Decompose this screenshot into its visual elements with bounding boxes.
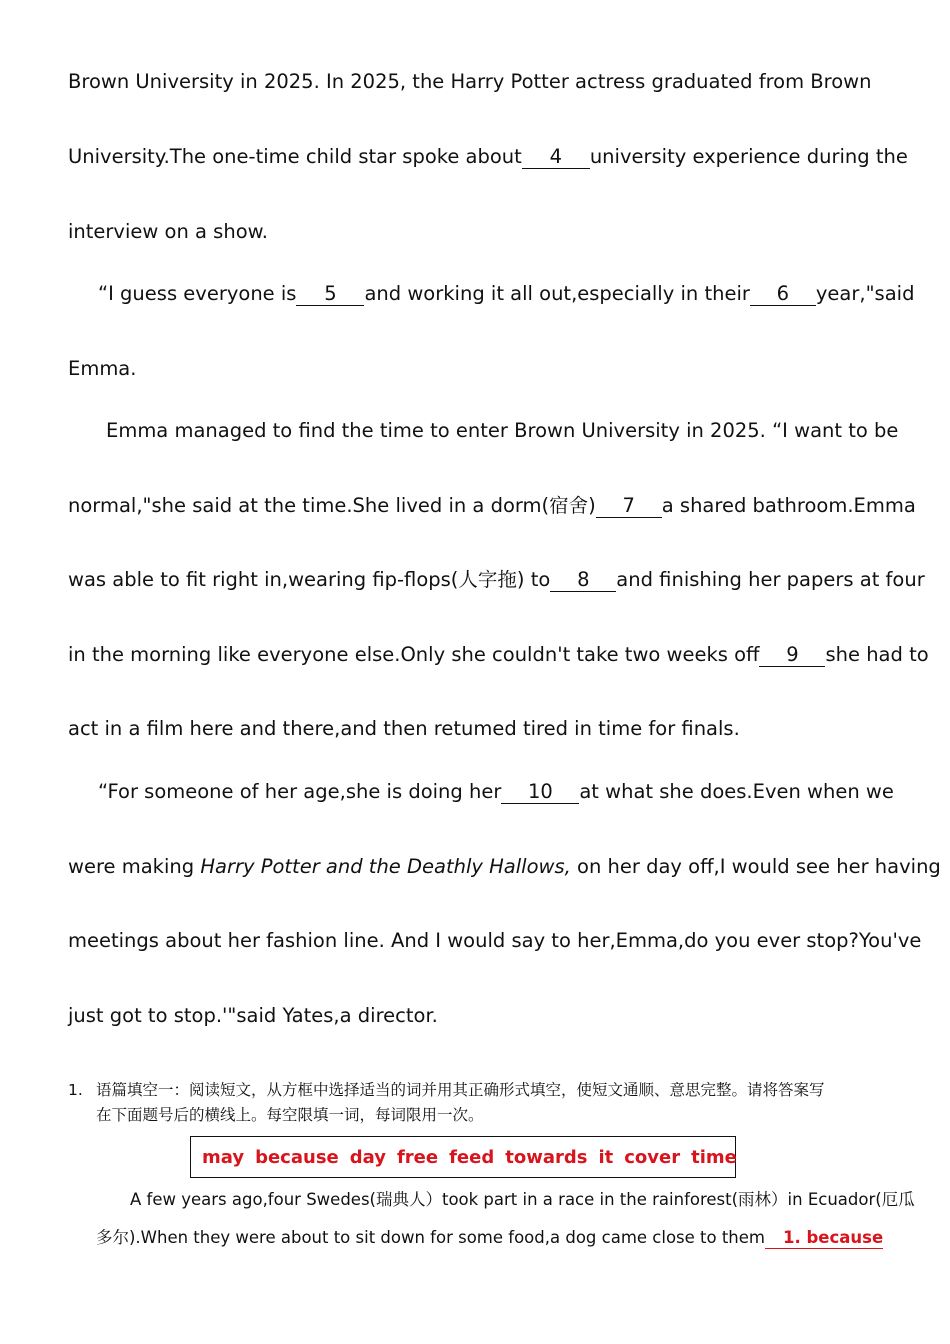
text-run: a shared bathroom.Emma <box>661 494 916 517</box>
passage-line: just got to stop.'"said Yates,a director. <box>68 1004 438 1027</box>
word-option: cover <box>624 1146 681 1168</box>
text-run: normal,"she said at the time.She lived in a dorm(宿舍) <box>68 494 596 517</box>
passage-line: act in a film here and there,and then retumed tired in time for finals. <box>68 717 740 740</box>
word-option: towards <box>505 1146 588 1168</box>
word-option: may <box>202 1146 245 1168</box>
passage-line: Emma managed to find the time to enter Brown University in 2025. “I want to be <box>106 419 899 442</box>
text-run: University.The one-time child star spoke about <box>68 145 522 168</box>
question-number: 1. <box>68 1081 83 1099</box>
text-run: university experience during the <box>589 145 908 168</box>
question-instruction: 在下面题号后的横线上。每空限填一词，每词限用一次。 <box>96 1106 484 1124</box>
passage-line: Brown University in 2025. In 2025, the Harry Potter actress graduated from Brown <box>68 70 872 93</box>
text-run: 多尔).When they were about to sit down for some food,a dog came close to them <box>96 1228 765 1247</box>
blank-6: 6 <box>750 283 816 306</box>
passage-line: interview on a show. <box>68 220 268 243</box>
word-option: free <box>396 1146 439 1168</box>
passage-line <box>68 642 929 668</box>
passage-line <box>68 854 941 880</box>
passage-line <box>68 567 925 593</box>
question-paragraph-line: A few years ago,four Swedes(瑞典人）took part in a race in the rainforest(雨林）in Ecuador(厄瓜 <box>130 1190 915 1209</box>
answer-1: 1. because <box>765 1228 883 1249</box>
word-option: day <box>349 1146 386 1168</box>
text-run: she had to <box>825 643 929 666</box>
passage-line <box>68 144 908 170</box>
text-run: on her day off,I would see her having <box>570 855 941 878</box>
question-instruction: 语篇填空一：阅读短文，从方框中选择适当的词并用其正确形式填空，使短文通顺、意思完整。请将答案写 <box>96 1081 825 1099</box>
passage-line: Emma. <box>68 357 137 380</box>
word-option: it <box>598 1146 614 1168</box>
word-option: time <box>691 1146 737 1168</box>
word-option: because <box>255 1146 339 1168</box>
passage-line <box>68 779 894 805</box>
blank-5: 5 <box>296 283 364 306</box>
blank-10: 10 <box>501 781 579 804</box>
text-run: was able to fit right in,wearing fip-flops(人字拖) to <box>68 568 551 591</box>
passage-line: meetings about her fashion line. And I would say to her,Emma,do you ever stop?You've <box>68 929 922 952</box>
text-run: year,"said <box>815 282 915 305</box>
passage-line <box>68 493 916 519</box>
blank-9: 9 <box>759 644 825 667</box>
text-run: at what she does.Even when we <box>579 780 894 803</box>
blank-7: 7 <box>596 495 662 518</box>
text-run: were making <box>68 855 201 878</box>
text-run: “I guess everyone is <box>98 282 297 305</box>
blank-8: 8 <box>550 569 616 592</box>
text-run: and working it all out,especially in their <box>364 282 750 305</box>
word-box <box>190 1136 736 1178</box>
text-run: in the morning like everyone else.Only she couldn't take two weeks off <box>68 643 760 666</box>
blank-4: 4 <box>522 146 590 169</box>
book-title: Harry Potter and the Deathly Hallows, <box>200 855 571 878</box>
text-run: and finishing her papers at four <box>616 568 925 591</box>
text-run: “For someone of her age,she is doing her <box>98 780 502 803</box>
passage-line <box>68 281 915 307</box>
question-paragraph-line <box>96 1226 883 1250</box>
word-option: feed <box>449 1146 495 1168</box>
